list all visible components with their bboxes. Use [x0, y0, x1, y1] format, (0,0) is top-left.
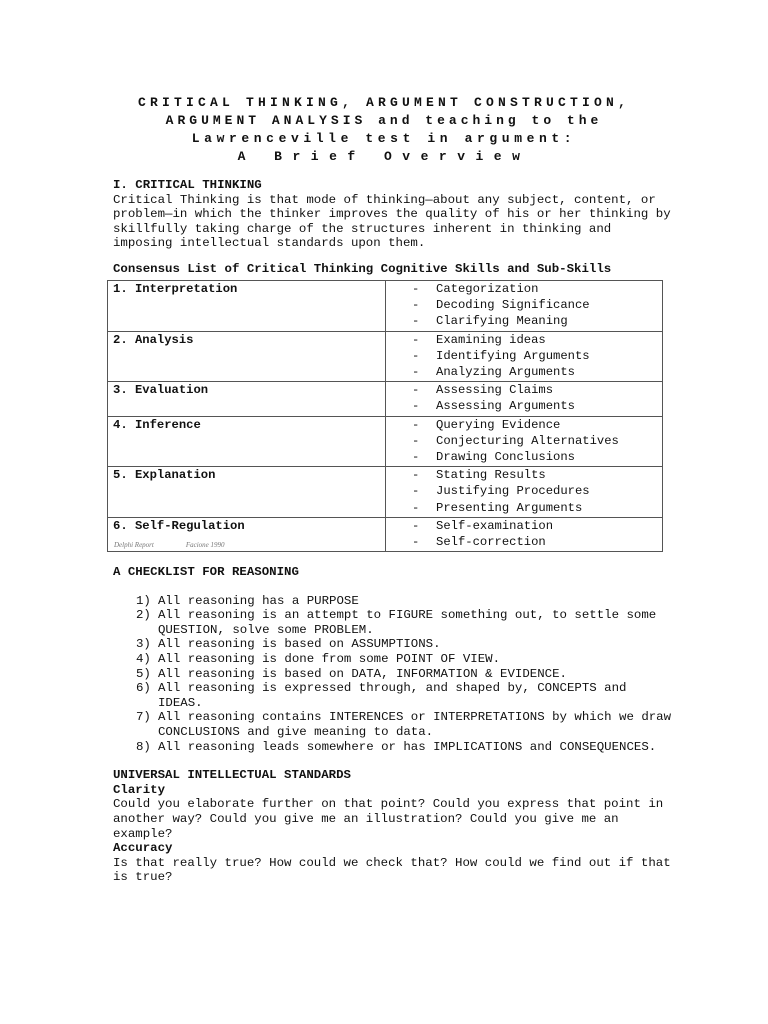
section-heading-critical-thinking: I. CRITICAL THINKING	[113, 178, 262, 192]
dash-bullet: -	[412, 518, 420, 533]
sub-skill-item	[391, 417, 658, 433]
checklist-number: 2)	[136, 608, 151, 623]
skills-table-row	[108, 467, 663, 518]
checklist-text: All reasoning is expressed through, and shaped by, CONCEPTS and IDEAS.	[158, 681, 627, 710]
checklist-item	[113, 681, 673, 710]
sub-skill-item	[391, 281, 658, 297]
checklist-item	[113, 637, 673, 652]
skills-table-heading: Consensus List of Critical Thinking Cognitive Skills and Sub-Skills	[113, 261, 612, 276]
clarity-heading: Clarity	[113, 782, 166, 797]
sub-skill-item	[391, 332, 658, 348]
sub-skill-label: Clarifying Meaning	[436, 314, 568, 329]
critical-thinking-section	[113, 178, 673, 277]
sub-skills-cell	[386, 382, 663, 416]
sub-skill-label: Identifying Arguments	[436, 348, 590, 363]
sub-skills-cell	[386, 517, 663, 551]
checklist-text: All reasoning is based on ASSUMPTIONS.	[158, 637, 441, 652]
dash-bullet: -	[412, 365, 420, 380]
sub-skill-label: Assessing Arguments	[436, 399, 575, 414]
dash-bullet: -	[412, 535, 420, 550]
skill-name: 5. Explanation	[108, 467, 386, 518]
sub-skill-label: Presenting Arguments	[436, 500, 583, 515]
checklist-heading: A CHECKLIST FOR REASONING	[113, 565, 299, 579]
skills-table-row	[108, 331, 663, 382]
checklist-text: All reasoning is based on DATA, INFORMATION & EVIDENCE.	[158, 666, 567, 681]
dash-bullet: -	[412, 282, 420, 296]
sub-skill-label: Categorization	[436, 282, 539, 296]
caption-source: Delphi Report	[114, 541, 154, 549]
sub-skill-label: Assessing Claims	[436, 383, 554, 398]
skill-name: 2. Analysis	[108, 331, 386, 382]
accuracy-heading: Accuracy	[113, 841, 173, 856]
skill-name: 6. Self-Regulation	[108, 517, 386, 551]
dash-bullet: -	[412, 383, 420, 398]
skill-name: 4. Inference	[108, 416, 386, 467]
accuracy-body: Is that really true? How could we check that? How could we find out if that is true?	[113, 855, 671, 885]
dash-bullet: -	[412, 332, 420, 347]
sub-skill-label: Self-correction	[436, 535, 546, 550]
checklist-number: 5)	[136, 666, 151, 681]
sub-skill-label: Analyzing Arguments	[436, 365, 575, 380]
checklist-number: 4)	[136, 651, 151, 666]
checklist-item	[113, 667, 673, 682]
skills-table-row	[108, 416, 663, 467]
sub-skill-label: Self-examination	[436, 518, 554, 533]
sub-skill-item	[391, 297, 658, 313]
dash-bullet: -	[412, 468, 420, 483]
sub-skill-item	[391, 500, 658, 516]
sub-skill-item	[391, 433, 658, 449]
sub-skill-item	[391, 364, 658, 380]
checklist-number: 8)	[136, 739, 151, 754]
caption-author: Facione 1990	[185, 541, 225, 549]
critical-thinking-definition: Critical Thinking is that mode of thinking—about any subject, content, or problem—in which the thinker improves the quality of his or her thinking by skillfully taking charge of the structures inherent in thinking and imposing intellectual standards upon them.	[113, 192, 671, 251]
dash-bullet: -	[412, 500, 420, 515]
sub-skills-cell	[386, 281, 663, 332]
checklist-item	[113, 594, 673, 609]
skills-table	[107, 280, 663, 552]
checklist-item	[113, 608, 673, 637]
checklist-number: 7)	[136, 710, 151, 725]
dash-bullet: -	[412, 433, 420, 448]
sub-skill-item	[391, 534, 658, 550]
checklist-text: All reasoning contains INTERENCES or INTERPRETATIONS by which we draw CONCLUSIONS and give meaning to data.	[158, 710, 672, 739]
title-line-4: A Brief Overview	[237, 149, 531, 164]
sub-skill-item	[391, 518, 658, 534]
skill-name: 1. Interpretation	[108, 281, 386, 332]
sub-skill-item	[391, 449, 658, 465]
dash-bullet: -	[412, 298, 420, 313]
table-caption	[114, 541, 257, 549]
dash-bullet: -	[412, 417, 420, 432]
sub-skill-item	[391, 348, 658, 364]
sub-skills-cell	[386, 416, 663, 467]
checklist-text: All reasoning leads somewhere or has IMPLICATIONS and CONSEQUENCES.	[158, 739, 657, 754]
clarity-body: Could you elaborate further on that point? Could you express that point in another way? Could you give me an illustration? Could you give me an example?	[113, 797, 664, 841]
sub-skills-cell	[386, 331, 663, 382]
checklist-item	[113, 710, 673, 739]
sub-skill-label: Stating Results	[436, 468, 546, 483]
dash-bullet: -	[412, 399, 420, 414]
dash-bullet: -	[412, 484, 420, 499]
sub-skill-label: Decoding Significance	[436, 298, 590, 313]
standards-heading: UNIVERSAL INTELLECTUAL STANDARDS	[113, 768, 351, 783]
sub-skill-item	[391, 398, 658, 414]
title-line-1: CRITICAL THINKING, ARGUMENT CONSTRUCTION,	[137, 95, 631, 110]
checklist-number: 3)	[136, 637, 151, 652]
skills-table-row	[108, 382, 663, 416]
sub-skill-item	[391, 483, 658, 499]
skills-table-row	[108, 281, 663, 332]
checklist-text: All reasoning is an attempt to FIGURE something out, to settle some QUESTION, solve some PROBLEM.	[158, 608, 657, 637]
dash-bullet: -	[412, 314, 420, 329]
sub-skill-item	[391, 313, 658, 329]
title-line-2: ARGUMENT ANALYSIS and teaching to the	[165, 113, 603, 128]
sub-skill-label: Conjecturing Alternatives	[436, 433, 619, 448]
checklist-number: 1)	[136, 593, 151, 608]
checklist-number: 6)	[136, 681, 151, 696]
checklist-item	[113, 740, 673, 755]
sub-skill-label: Examining ideas	[436, 332, 546, 347]
sub-skill-item	[391, 382, 658, 398]
sub-skills-cell	[386, 467, 663, 518]
sub-skill-item	[391, 467, 658, 483]
dash-bullet: -	[412, 450, 420, 465]
document-title	[0, 94, 768, 166]
dash-bullet: -	[412, 348, 420, 363]
title-line-3: Lawrenceville test in argument:	[191, 131, 577, 146]
lower-sections	[113, 565, 673, 885]
checklist-item	[113, 652, 673, 667]
sub-skill-label: Justifying Procedures	[436, 484, 590, 499]
skill-name: 3. Evaluation	[108, 382, 386, 416]
reasoning-checklist	[113, 594, 673, 755]
checklist-text: All reasoning has a PURPOSE	[158, 593, 359, 608]
checklist-text: All reasoning is done from some POINT OF VIEW.	[158, 651, 501, 666]
sub-skill-label: Querying Evidence	[436, 417, 561, 432]
sub-skill-label: Drawing Conclusions	[436, 450, 575, 465]
